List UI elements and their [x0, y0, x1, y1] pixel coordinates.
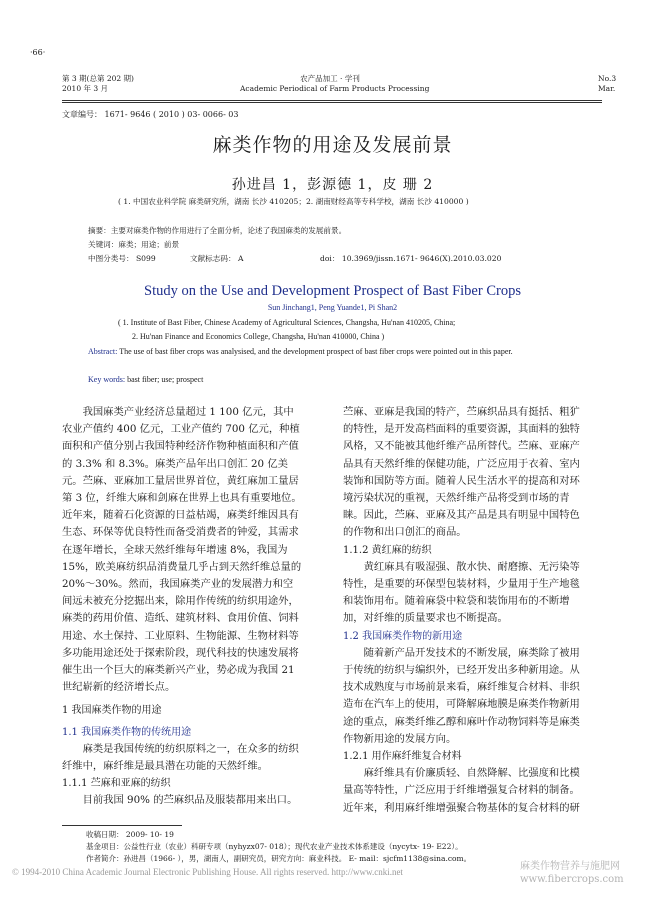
- title-en: Study on the Use and Development Prospect of Bast Fiber Crops: [144, 283, 521, 299]
- site-watermark: [520, 860, 624, 886]
- abstract-en-label: Abstract:: [88, 347, 118, 356]
- article-number: 文章编号： 1671- 9646 ( 2010 ) 03- 0066- 03: [62, 110, 239, 119]
- right-column: [343, 404, 583, 817]
- issue-month: Mar.: [598, 84, 616, 93]
- paragraph: 黄红麻具有吸湿强、散水快、耐磨擦、无污染等特性，是重要的环保型包装材料，少量用于生产地毯和装饰用布。随着麻袋中粒袋和装饰用布的不断增加，对纤维的质量要求也不断提高。: [343, 560, 580, 625]
- paragraph: 目前我国 90% 的苎麻织品及服装都用来出口。: [82, 794, 298, 807]
- subsubsection-heading: 1.1.1 苎麻和亚麻的纺织: [62, 778, 171, 790]
- title-cn: 麻类作物的用途及发展前景: [212, 134, 453, 156]
- affiliation-en-2: 2. Hu'nan Finance and Economics College, Changsha, Hu'nan 410000, China ): [132, 332, 385, 341]
- abstract-cn: 摘要：主要对麻类作物的作用进行了全面分析，论述了我国麻类的发展前景。: [88, 226, 347, 235]
- issue-line: 第 3 期(总第 202 期): [62, 74, 134, 83]
- issue-number: No.3: [598, 74, 617, 83]
- authors-en: Sun Jinchang1, Peng Yuande1, Pi Shan2: [267, 303, 398, 312]
- keywords-cn: 关键词：麻类；用途；前景: [88, 240, 180, 249]
- authors-cn: 孙进昌 1，彭源德 1，皮 珊 2: [231, 177, 434, 193]
- subsubsection-heading: 1.2.1 用作麻纤维复合材料: [343, 751, 462, 763]
- paragraph: 苎麻、亚麻是我国的特产，苎麻织品具有挺括、粗犷的特性，是开发高档面料的重要资源，其面料的独特风格，又不能被其他纤维产品所替代。苎麻、亚麻产品具有天然纤维的保健功能，广泛应用于衣着、室内装饰和国防等方面。随着人民生活水平的提高和对环境污染状况的重视，天然纤维产品将受到市场的青睐。因此，苎麻、亚麻及其产品是具有明显中国特色的作物和出口创汇的商品。: [343, 406, 580, 539]
- section-heading: 1 我国麻类作物的用途: [62, 705, 162, 717]
- subsection-heading: 1.1 我国麻类作物的传统用途: [62, 726, 192, 738]
- journal-name: [240, 74, 430, 94]
- keywords-en-label: Key words:: [88, 375, 126, 384]
- paragraph: 麻纤维具有价廉质轻、自然降解、比强度和比模量高等特性，广泛应用于纤维增强复合材料的制备。近年来，利用麻纤维增强聚合物基体的复合材料的研: [343, 767, 580, 814]
- issue-info: [62, 74, 134, 94]
- keywords-en-text: bast fiber; use; prospect: [127, 375, 204, 384]
- keywords-en: [88, 373, 588, 387]
- paragraph: 随着新产品开发技术的不断发展，麻类除了被用于传统的纺织与编织外，已经开发出多种新用途。从技术成熟度与市场前景来看，麻纤维复合材料、非织造布在汽车上的使用，可降解麻地膜是麻类作物新用途的重点，麻类纤维乙醇和麻叶作动物饲料等是麻类作物新用途的发展方向。: [343, 646, 580, 745]
- watermark-url: www.fibercrops.com: [520, 874, 624, 885]
- copyright-line: © 1994-2010 China Academic Journal Electronic Publishing House. All rights reserved. http://www.cnki.net: [12, 867, 403, 877]
- issue-no: [598, 74, 616, 94]
- footnote-received: 收稿日期： 2009- 10- 19: [86, 830, 174, 839]
- issue-date: 2010 年 3 月: [62, 84, 109, 93]
- page-number: ·66·: [30, 48, 46, 57]
- subsection-heading: 1.2 我国麻类作物的新用途: [343, 630, 463, 642]
- abstract-en-text: The use of bast fiber crops was analysised, and the development prospect of bast fiber crops were pointed out in this paper.: [119, 347, 513, 356]
- document-code: 文献标志码： A: [190, 254, 244, 263]
- paragraph: 麻类是我国传统的纺织原料之一，在众多的纺织纤维中，麻纤维是最具潜在功能的天然纤维。: [62, 742, 299, 773]
- footnote-fund: 基金项目：公益性行业（农业）科研专项（nyhyzx07- 018）；现代农业产业技术体系建设（nycytx- 19- E22）。: [86, 842, 463, 851]
- watermark-name: 麻类作物营养与施肥网: [520, 861, 620, 872]
- affiliation-cn: ( 1. 中国农业科学院 麻类研究所，湖南 长沙 410205；2. 湖南财经高等专科学校，湖南 长沙 410000 ): [118, 197, 469, 206]
- footnote-rule: [62, 825, 182, 826]
- footnote-author: 作者简介：孙进昌（1966- ），男，湖南人，副研究员，研究方向：麻业科技。 E- mail：sjcfm1138@sina.com。: [86, 854, 472, 863]
- journal-name-cn: 农产品加工 · 学刊: [300, 74, 360, 83]
- abstract-en: [88, 345, 588, 359]
- doi: doi： 10.3969/jissn.1671- 9646(X).2010.03.020: [320, 254, 502, 263]
- subsubsection-heading: 1.1.2 黄红麻的纺织: [343, 544, 432, 556]
- clc-number: 中图分类号： S099: [88, 254, 156, 263]
- paragraph: 我国麻类产业经济总量超过 1 100 亿元，其中农业产值约 400 亿元，工业产值约 700 亿元，种植面积和产值分别占我国特种经济作物种植面积和产值的 3.3% 和 8.3%。麻类产品年出口创汇 20 亿美元。苎麻、亚麻加工量居世界首位，黄红麻加工量居第 3 位，纤维大麻和剑麻在世界上也具有重要地位。近年来，随着石化资源的日益枯竭，麻类纤维因具有生态、环保等优良特性而备受消费者的钟爱，其需求在逐年增长，全球天然纤维每年增速 8%，我国为 15%，欧美麻纺织品消费量几乎占到天然纤维总量的 20%～30%。然而，我国麻类产业的发展潜力和空间远未被充分挖掘出来，除用作传统的纺织用途外，麻类的药用价值、造纸、建筑材料、食用价值、饲料用途、水土保持、工业原料、生物能源、生物材料等多功能用途还处于探索阶段，现代科技的快速发展将催生出一个巨大的麻类新兴产业，势必成为我国 21 世纪崭新的经济增长点。: [62, 406, 302, 694]
- header-rule: [62, 100, 602, 101]
- affiliation-en-1: ( 1. Institute of Bast Fiber, Chinese Academy of Agricultural Sciences, Changsha, Hu'nan 410205, China;: [118, 318, 456, 327]
- left-column: [62, 404, 302, 810]
- header-rule-thin: [62, 102, 602, 103]
- journal-name-en: Academic Periodical of Farm Products Processing: [240, 84, 430, 93]
